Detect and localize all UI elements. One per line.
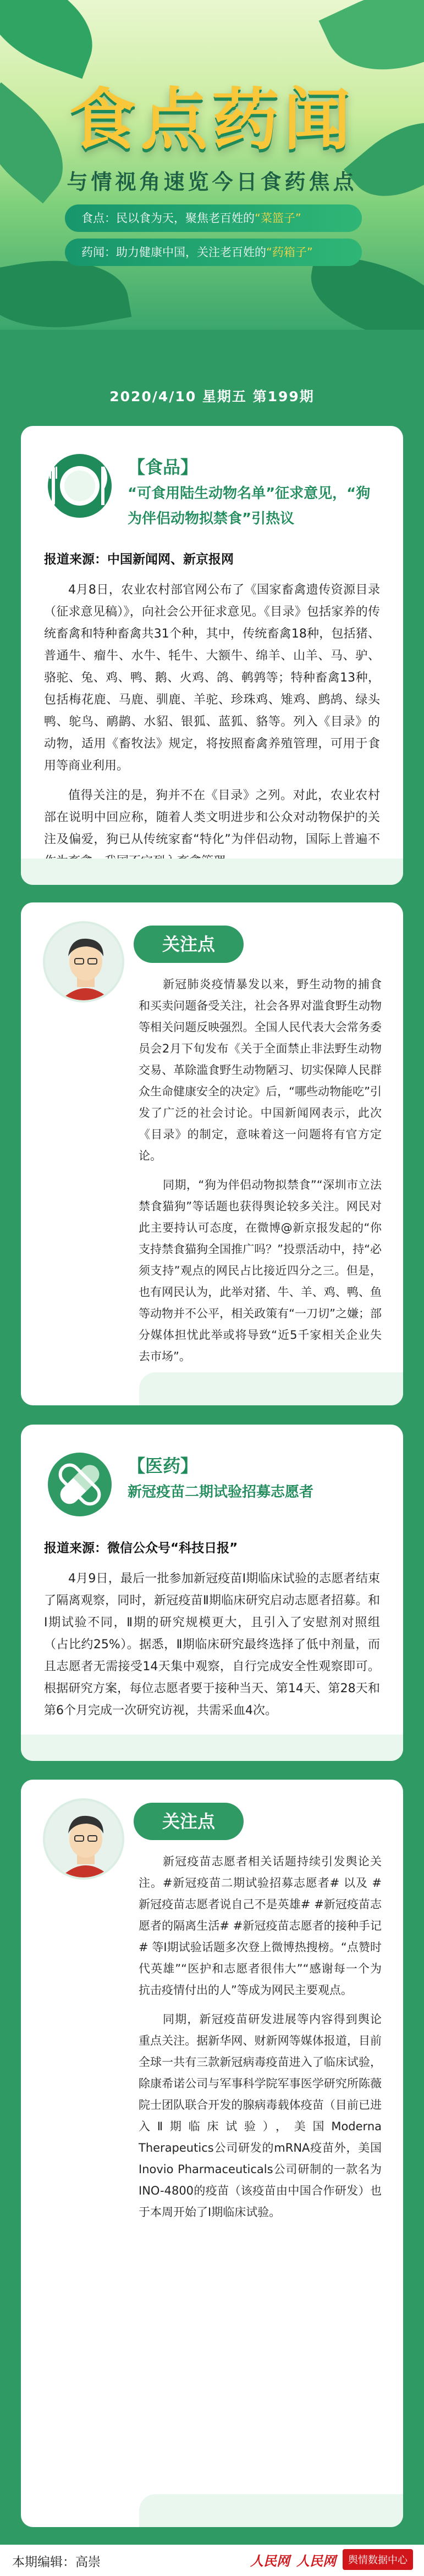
header-tags <box>65 204 362 273</box>
card-footer-band <box>21 1735 403 1761</box>
food-paragraph: 4月8日，农业农村部官网公布了《国家畜禽遗传资源目录（征求意见稿）》，向社会公开征求意见。《目录》包括家养的传统畜禽和特种畜禽共31个种，其中，传统畜禽18种，包括猪、普通牛、瘤牛、水牛、牦牛、大额牛、绵羊、山羊、马、驴、骆驼、兔、鸡、鸭、鹅、火鸡、鸽、鹌鹑等；特种畜禽13种，包括梅花鹿、马鹿、驯鹿、羊驼、珍珠鸡、雉鸡、鹧鸪、绿头鸭、鸵鸟、鸸鹋、水貂、银狐、蓝狐、貉等。列入《目录》的动物，适用《畜牧法》规定，将按照畜禽养殖管理，可用于食用等商业利用。 <box>44 583 380 773</box>
focus-body <box>139 974 382 1375</box>
focus-paragraph: 同期，新冠疫苗研发进展等内容得到舆论重点关注。据新华网、财新网等媒体报道，目前全球一共有三款新冠病毒疫苗进入了临床试验，除康希诺公司与军事科学院军事医学研究所陈薇院士团队联合开发的腺病毒载体疫苗（目前已进入Ⅱ期临床试验），美国Moderna Therapeutics公司研发的mRNA疫苗外，美国Inovio Pharmaceuticals公司研制的一款名为INO-4800的疫苗（该疫苗由中国合作研发）也于本周开始了Ⅰ期临床试验。 <box>139 2013 382 2219</box>
food-card <box>21 426 403 885</box>
people-daily-online-logo: 人民网 <box>250 2552 290 2569</box>
tag-food <box>65 204 362 232</box>
avatar <box>43 921 124 1002</box>
focus-card-1 <box>21 902 403 1405</box>
card-footer-band <box>21 858 403 885</box>
tag-food-text: 民以食为天，聚焦老百姓的 <box>116 212 255 225</box>
tag-drug-text: 助力健康中国，关注老百姓的 <box>116 246 266 259</box>
food-paragraph: 值得关注的是，狗并不在《目录》之列。对此，农业农村部在说明中回应称，随着人类文明进步和公众对动物保护的关注及偏爱，狗已从传统家畜“特化”为伴侣动物，国际上普遍不 <box>44 789 380 846</box>
food-title: “可食用陆生动物名单”征求意见，“狗为伴侣动物拟禁食”引热议 <box>128 485 371 527</box>
focus-paragraph: 同期，“狗为伴侣动物拟禁食”“深圳市立法禁食猫狗”等话题也获得舆论较多关注。网民对此主要持认可态度，在微博@新京报发起的“你支持禁食猫狗全国推广吗？”投票活动中，持“必须支持”观点的网民占比接近四分之三。但是，也有网民认为，此举对猪、牛、羊、鸡、鸭、鱼等动物并不公平，相关政策有“一刀切”之嫌；部分媒体担忧此举或将导致“近5千家相关企业失去市场”。 <box>139 1178 382 1363</box>
focus-body <box>139 1851 382 2231</box>
food-source: 报道来源：中国新闻网、新京报网 <box>44 552 234 567</box>
card-footer-band <box>139 1372 403 1405</box>
editor-credit: 本期编辑：高崇 <box>12 2555 101 2569</box>
footer-logos <box>250 2549 413 2570</box>
tag-food-highlight: “菜篮子” <box>255 212 301 225</box>
focus-paragraph: 新冠疫苗志愿者相关话题持续引发舆论关注。#新冠疫苗二期试验招募志愿者# 以及 #新冠疫苗志愿者说自己不是英雄# #新冠疫苗志愿者的隔离生活# #新冠疫苗志愿者的接种手记# 等Ⅰ期试验话题多次登上微博热搜榜。“点赞时代英雄”“医护和志愿者很伟大”“感谢每一个为抗击疫情付出的人”等成为网民主要观点。 <box>139 1855 382 1997</box>
tag-drug-label: 药闻： <box>81 246 116 259</box>
focus-paragraph: 新冠肺炎疫情暴发以来，野生动物的捕食和买卖问题备受关注，社会各界对滥食野生动物等相关问题反映强烈。全国人民代表大会常务委员会2月下旬发布《关于全面禁止非法野生动物交易、革除滥食野生动物陋习、切实保障人民群众生命健康安全的决定》后，“哪些动物能吃”引发了广泛的社会讨论。中国新闻网表示，此次《目录》的制定，意味着这一问题将有官方定论。 <box>139 978 382 1162</box>
drug-source: 报道来源：微信公众号“科技日报” <box>44 1541 238 1555</box>
person-avatar-icon <box>45 1801 124 1880</box>
drug-title: 新冠疫苗二期试验招募志愿者 <box>128 1484 314 1500</box>
person-avatar-icon <box>45 923 124 1002</box>
drug-category: 【医药】 <box>128 1455 199 1476</box>
page-subtitle: 与情视角速览今日食药焦点 <box>67 170 357 194</box>
avatar <box>43 1798 124 1880</box>
food-heading <box>44 426 380 531</box>
people-logo: 人民网 <box>296 2552 336 2569</box>
focus-label: 关注点 <box>134 926 244 963</box>
tag-drug-highlight: “药箱子” <box>266 246 313 259</box>
header-banner <box>0 0 424 330</box>
capsule-icon <box>44 1449 115 1520</box>
opinion-data-center-logo: 舆情数据中心 <box>343 2549 413 2570</box>
tag-food-label: 食点： <box>81 212 116 225</box>
tag-drug <box>65 239 362 266</box>
drug-heading <box>44 1425 380 1520</box>
food-category: 【食品】 <box>128 457 199 478</box>
focus-card-2 <box>21 1780 403 2527</box>
card-footer-band <box>139 2494 403 2527</box>
dining-plate-icon <box>44 450 115 522</box>
page-footer <box>0 2545 424 2576</box>
drug-card <box>21 1425 403 1761</box>
issue-dateline: 2020/4/10 星期五 第199期 <box>109 389 315 405</box>
drug-paragraph: 4月9日，最后一批参加新冠疫苗Ⅰ期临床试验的志愿者结束了隔离观察，同时，新冠疫苗Ⅱ期临床研究启动志愿者招募。和Ⅰ期试验不同，Ⅱ期的研究规模更大，且引入了安慰剂对照组（占比约25%）。据悉，Ⅱ期临床研究最终选择了低中剂量，而且志愿者无需接受14天集中观察，自行完成安全性观察即可。根据研究方案，每位志愿者要于接种当天、第14天、第28天和第6个月完成一次研究访视，共需采血4次。 <box>44 1572 380 1718</box>
page-title: 食点药闻 <box>69 81 355 159</box>
focus-label: 关注点 <box>134 1803 244 1840</box>
